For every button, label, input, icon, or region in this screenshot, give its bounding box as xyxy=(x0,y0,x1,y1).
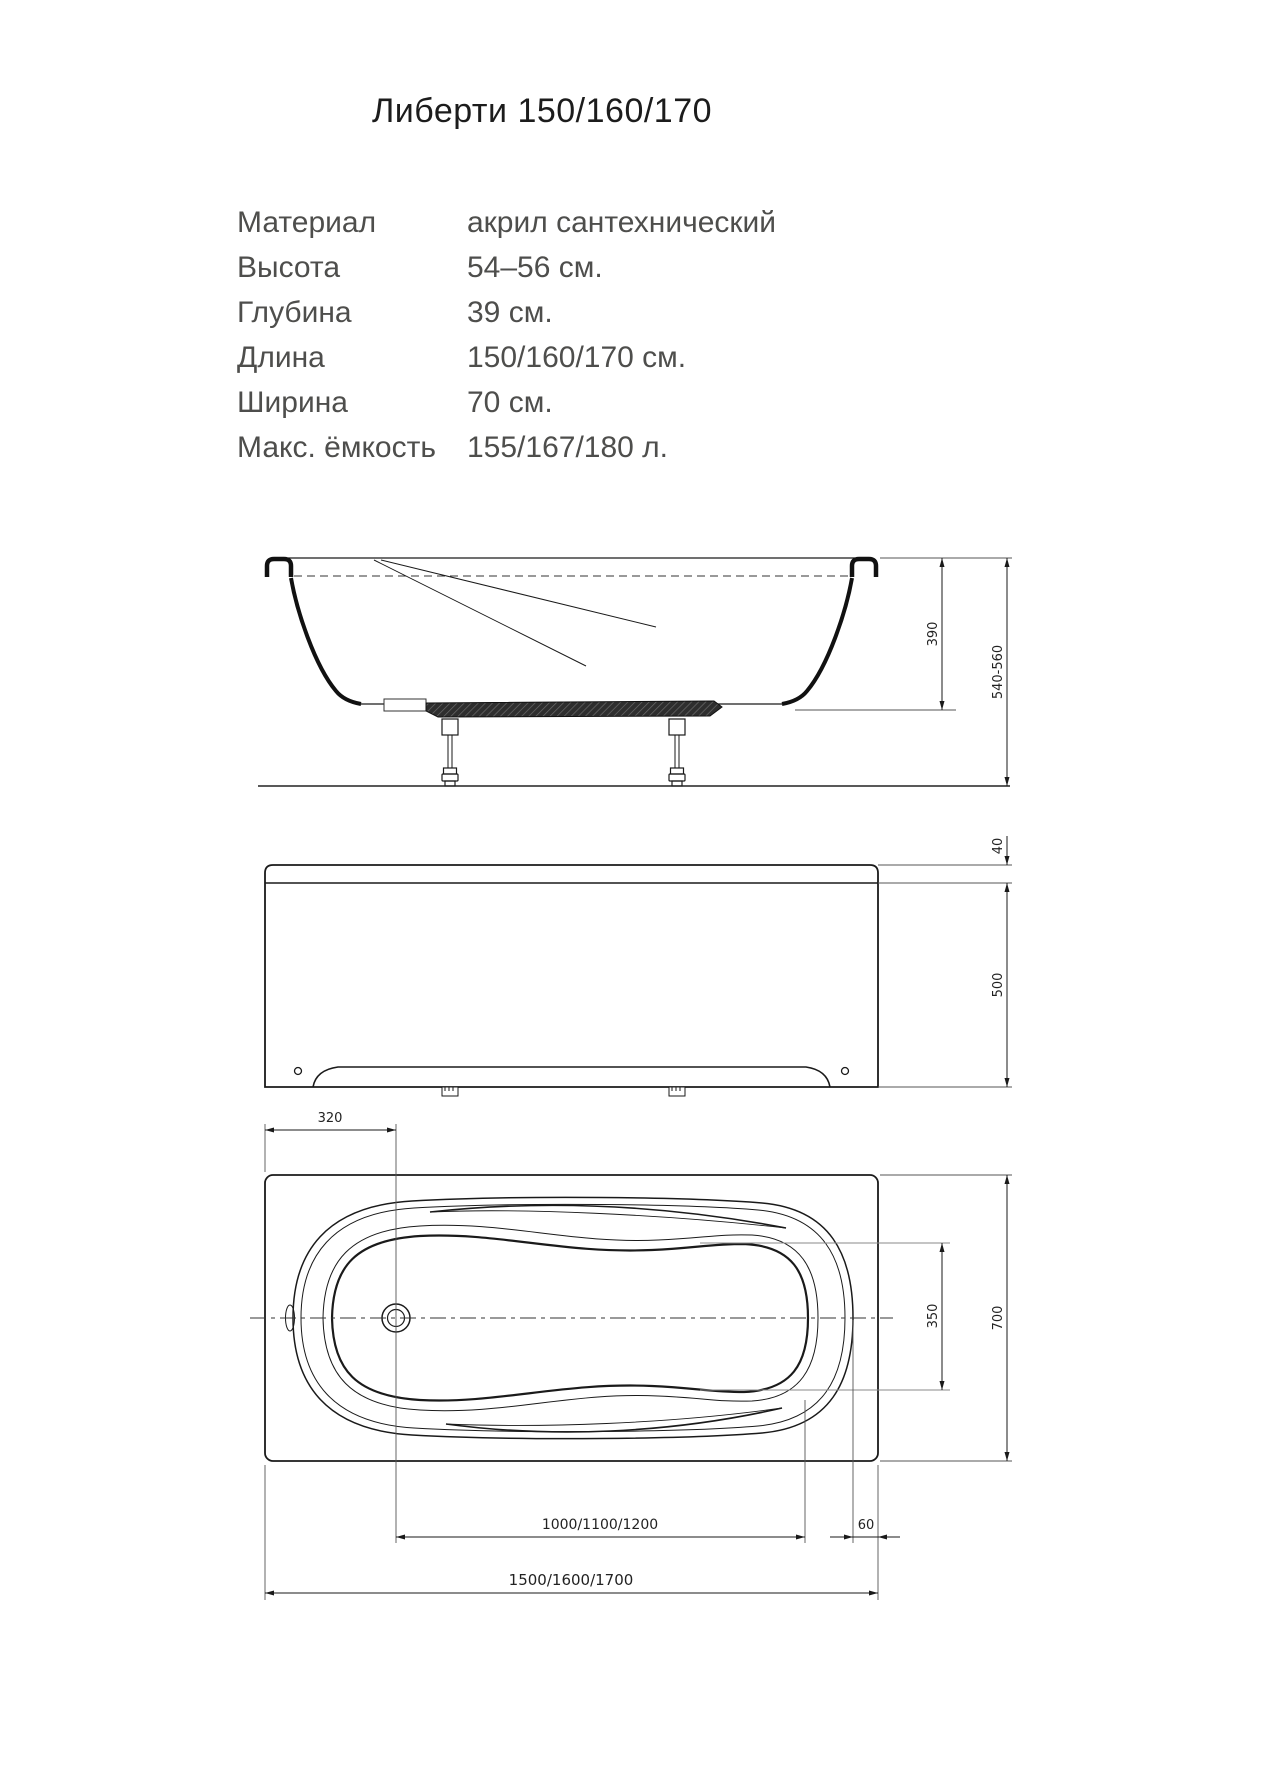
dim-label-500: 500 xyxy=(991,972,1006,998)
dimension-overall-width xyxy=(991,1175,1010,1461)
dimension-inner-width xyxy=(926,1243,945,1390)
spec-label: Глубина xyxy=(237,296,352,329)
side-view-drawing xyxy=(258,558,1012,786)
bottom-slope-line xyxy=(381,560,656,627)
spec-label: Макс. ёмкость xyxy=(237,431,436,464)
dim-label-40: 40 xyxy=(991,837,1006,855)
dim-label-700: 700 xyxy=(991,1305,1006,1331)
adjustable-leg xyxy=(442,719,458,786)
dim-label-350: 350 xyxy=(926,1303,941,1329)
front-view-drawing xyxy=(265,836,1012,1096)
dimension-bottom-length xyxy=(396,1517,805,1540)
drain-outlet-gap xyxy=(384,699,426,711)
dimension-overall-height xyxy=(991,558,1010,786)
panel-outline xyxy=(265,865,878,1087)
dim-label-60: 60 xyxy=(857,1518,875,1533)
spec-value: 155/167/180 л. xyxy=(467,431,669,464)
spec-label: Материал xyxy=(237,206,377,239)
dimension-inner-depth xyxy=(926,558,945,710)
spec-value: акрил сантехнический xyxy=(467,206,777,239)
spec-label: Длина xyxy=(237,341,325,374)
apron-cutout xyxy=(313,1067,830,1087)
left-rim-lip xyxy=(267,559,291,577)
foot xyxy=(442,1087,458,1096)
adjustable-leg xyxy=(669,719,685,786)
spec-value: 39 см. xyxy=(467,296,553,329)
left-wall xyxy=(291,578,361,704)
top-view-drawing xyxy=(250,1111,1012,1600)
spec-label: Ширина xyxy=(237,386,348,419)
mount-hole xyxy=(842,1068,849,1075)
base-plate xyxy=(426,701,722,717)
foot xyxy=(669,1087,685,1096)
dimension-panel-height xyxy=(991,883,1010,1087)
contour-highlight xyxy=(446,1408,782,1425)
dim-label-390: 390 xyxy=(926,621,941,647)
dimension-drain-offset xyxy=(265,1111,396,1133)
dimension-overall-length xyxy=(265,1571,878,1596)
spec-value: 150/160/170 см. xyxy=(467,341,687,374)
dimension-rim-height xyxy=(991,836,1010,865)
dim-label-1500-1600-1700: 1500/1600/1700 xyxy=(508,1571,634,1589)
dim-label-1000-1100-1200: 1000/1100/1200 xyxy=(541,1517,659,1533)
right-wall xyxy=(782,578,852,704)
contour-highlight xyxy=(430,1205,786,1228)
dimension-rim-offset xyxy=(830,1518,900,1540)
dim-label-320: 320 xyxy=(317,1111,343,1126)
right-rim-lip xyxy=(852,559,876,577)
mount-hole xyxy=(295,1068,302,1075)
spec-value: 54–56 см. xyxy=(467,251,603,284)
spec-value: 70 см. xyxy=(467,386,553,419)
spec-label: Высота xyxy=(237,251,341,284)
page-title: Либерти 150/160/170 xyxy=(371,92,713,130)
dim-label-540-560: 540-560 xyxy=(991,644,1006,700)
